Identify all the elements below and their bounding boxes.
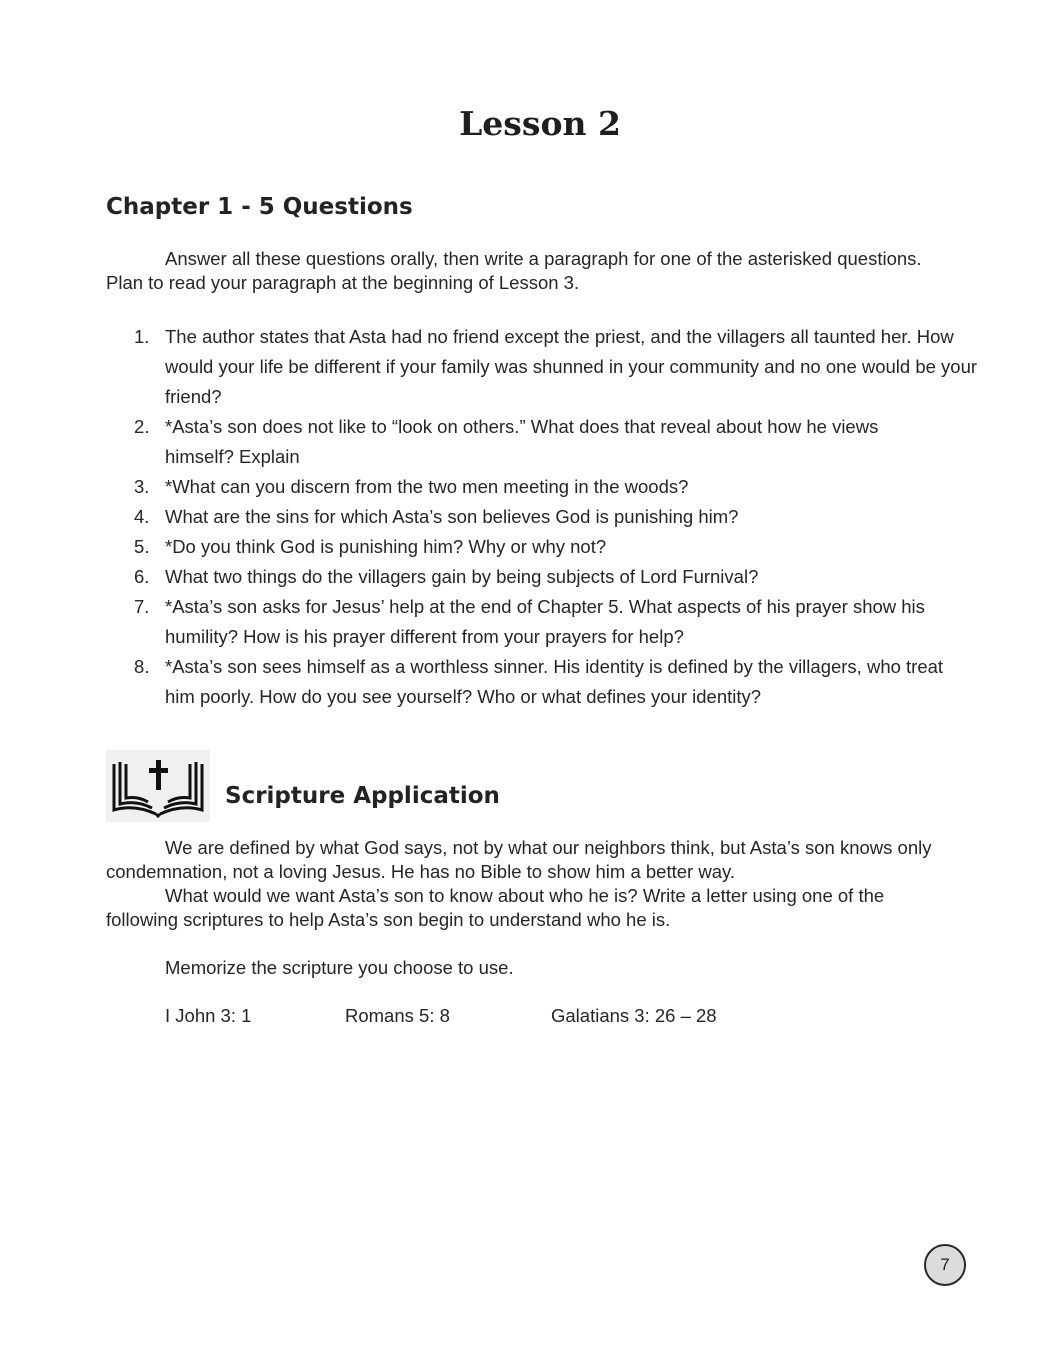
question-item — [106, 502, 986, 532]
scripture-paragraph-1-text: We are defined by what God says, not by what our neighbors think, but Asta’s son knows only condemnation, not a loving Jesus. He has no Bible to show him a better way. — [106, 837, 932, 882]
question-text: The author states that Asta had no friend except the priest, and the villagers all taunted her. How would your life be different if your family was shunned in your community and no one would be your friend? — [165, 326, 978, 407]
question-number: 4. — [134, 506, 150, 527]
question-number: 2. — [134, 416, 150, 437]
question-number: 6. — [134, 566, 150, 587]
memorize-instruction — [106, 956, 936, 980]
question-item — [106, 592, 986, 652]
open-bible-with-cross-icon — [106, 750, 210, 822]
question-list — [106, 322, 986, 712]
scripture-paragraph-2 — [106, 884, 936, 932]
question-item — [106, 532, 986, 562]
question-text: What two things do the villagers gain by being subjects of Lord Furnival? — [165, 566, 759, 587]
question-number: 3. — [134, 476, 150, 497]
scripture-paragraph-1 — [106, 836, 936, 884]
question-text: *Asta’s son asks for Jesus’ help at the end of Chapter 5. What aspects of his prayer show his humility? How is his prayer different from your prayers for help? — [165, 596, 925, 647]
scripture-reference: Galatians 3: 26 – 28 — [551, 1005, 717, 1026]
question-text: What are the sins for which Asta’s son believes God is punishing him? — [165, 506, 739, 527]
lesson-title: Lesson 2 — [459, 104, 621, 143]
question-text: *Do you think God is punishing him? Why or why not? — [165, 536, 607, 557]
questions-heading: Chapter 1 - 5 Questions — [106, 194, 413, 220]
question-text: *What can you discern from the two men meeting in the woods? — [165, 476, 689, 497]
question-number: 7. — [134, 596, 150, 617]
question-text: *Asta’s son sees himself as a worthless sinner. His identity is defined by the villagers, who treat him poorly. How do you see yourself? Who or what defines your identity? — [165, 656, 944, 707]
scripture-paragraph-2-text: What would we want Asta’s son to know about who he is? Write a letter using one of the following scriptures to help Asta’s son begin to understand who he is. — [106, 885, 885, 930]
scripture-reference: Romans 5: 8 — [345, 1005, 450, 1026]
question-text: *Asta’s son does not like to “look on others.” What does that reveal about how he views himself? Explain — [165, 416, 879, 467]
question-number: 5. — [134, 536, 150, 557]
question-item — [106, 472, 986, 502]
question-item — [106, 652, 986, 712]
open-bible-with-cross-icon-graphic — [106, 750, 210, 822]
questions-intro-text: Answer all these questions orally, then write a paragraph for one of the asterisked questions. Plan to read your paragraph at the beginning of Lesson 3. — [106, 248, 922, 293]
question-item — [106, 322, 986, 412]
scripture-heading: Scripture Application — [225, 783, 500, 809]
memorize-instruction-text: Memorize the scripture you choose to use. — [165, 957, 514, 978]
question-number: 1. — [134, 326, 150, 347]
question-number: 8. — [134, 656, 150, 677]
scripture-reference: I John 3: 1 — [165, 1005, 252, 1026]
questions-intro — [106, 247, 936, 295]
question-item — [106, 412, 986, 472]
page-number: 7 — [924, 1244, 966, 1286]
question-item — [106, 562, 986, 592]
